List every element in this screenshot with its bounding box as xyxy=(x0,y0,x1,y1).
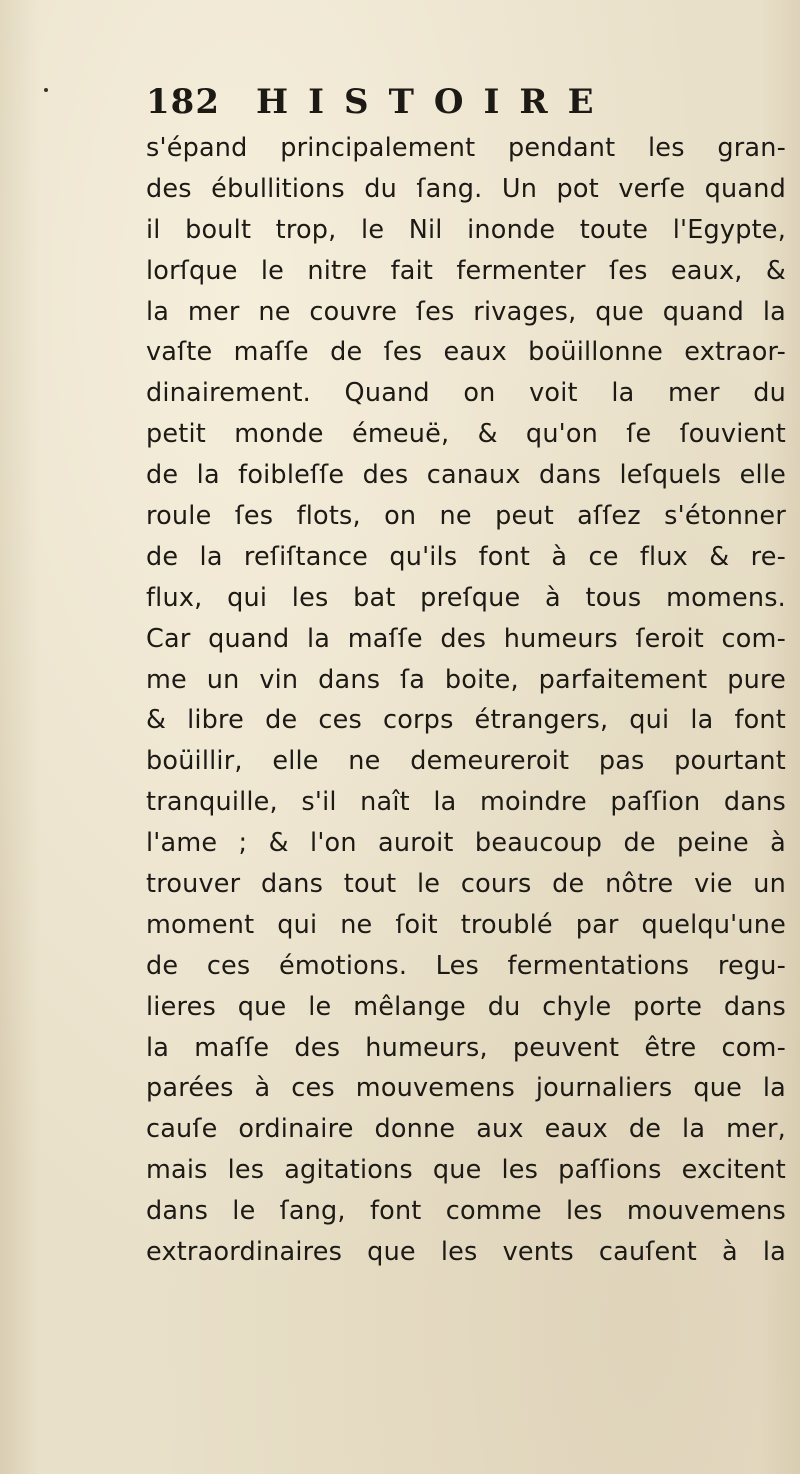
text-line: roule ſes flots, on ne peut aſſez s'étonner xyxy=(146,501,786,532)
text-line: dans le ſang, font comme les mouvemens xyxy=(146,1196,786,1227)
ink-speck xyxy=(44,88,48,92)
text-line: dinairement. Quand on voit la mer du xyxy=(146,378,786,409)
text-line: la maſſe des humeurs, peuvent être com- xyxy=(146,1032,786,1063)
text-line: tranquille, s'il naît la moindre paſſion dans xyxy=(146,787,786,818)
text-line: de la reſiſtance qu'ils font à ce flux & re- xyxy=(146,541,786,572)
text-line: des ébullitions du ſang. Un pot verſe quand xyxy=(146,173,786,204)
text-line: petit monde émeuë, & qu'on ſe ſouvient xyxy=(146,419,786,450)
text-line: la mer ne couvre ſes rivages, que quand la xyxy=(146,296,786,327)
text-line: lorſque le nitre fait fermenter ſes eaux, & xyxy=(146,255,786,286)
running-head xyxy=(146,82,766,126)
text-line: lieres que le mêlange du chyle porte dans xyxy=(146,991,786,1022)
text-line: & libre de ces corps étrangers, qui la font xyxy=(146,705,786,736)
text-line: Car quand la maſſe des humeurs ſeroit com- xyxy=(146,623,786,654)
text-line: me un vin dans ſa boite, parfaitement pure xyxy=(146,664,786,695)
body-text xyxy=(146,128,786,1273)
text-line: de la foibleſſe des canaux dans leſquels elle xyxy=(146,460,786,491)
text-line: s'épand principalement pendant les gran- xyxy=(146,133,786,163)
text-line: extraordinaires que les vents cauſent à la xyxy=(146,1237,786,1268)
text-line: il boult trop, le Nil inonde toute l'Egypte, xyxy=(146,214,786,245)
text-line: boüillir, elle ne demeureroit pas pourtant xyxy=(146,746,786,777)
running-title: HISTOIRE xyxy=(255,82,614,122)
text-line: l'ame ; & l'on auroit beaucoup de peine à xyxy=(146,828,786,859)
text-line: trouver dans tout le cours de nôtre vie un xyxy=(146,869,786,900)
text-line: mais les agitations que les paſſions excitent xyxy=(146,1155,786,1186)
text-line: cauſe ordinaire donne aux eaux de la mer, xyxy=(146,1114,786,1145)
text-line: vaſte maſſe de ſes eaux boüillonne extraor- xyxy=(146,337,786,368)
text-line: flux, qui les bat preſque à tous momens. xyxy=(146,582,786,613)
text-line: parées à ces mouvemens journaliers que la xyxy=(146,1073,786,1104)
page-number: 182 xyxy=(146,82,220,122)
text-line: de ces émotions. Les fermentations regu- xyxy=(146,950,786,981)
text-line: moment qui ne ſoit troublé par quelqu'une xyxy=(146,909,786,940)
